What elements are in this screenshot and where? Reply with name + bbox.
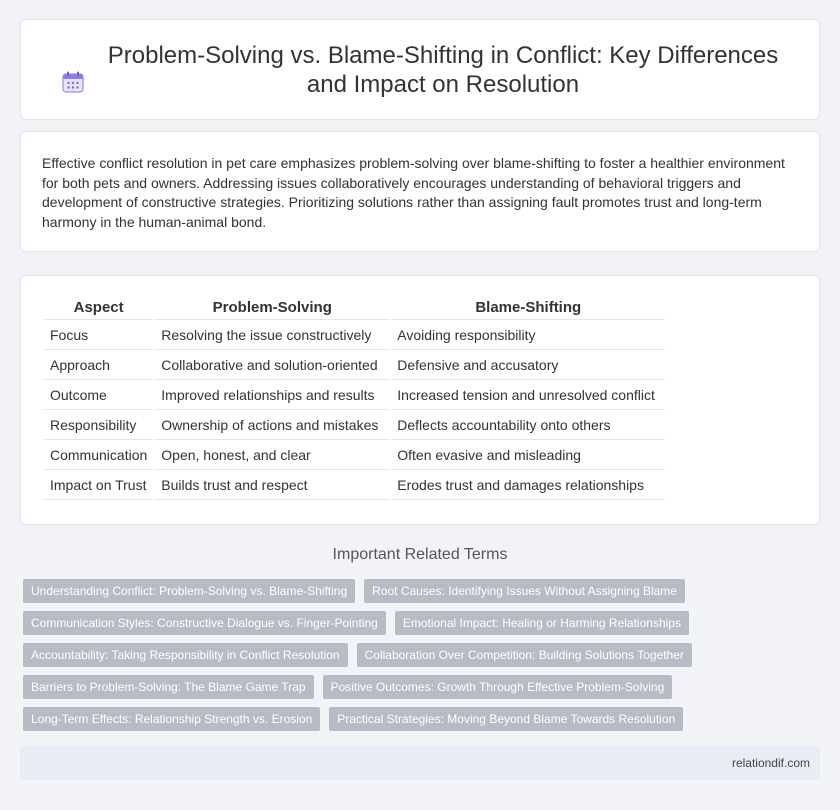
column-header-problem-solving: Problem-Solving [155, 292, 389, 320]
related-term-tag[interactable]: Barriers to Problem-Solving: The Blame Game Trap [23, 675, 314, 699]
related-term-tag[interactable]: Collaboration Over Competition: Building Solutions Together [357, 643, 692, 667]
table-cell: Often evasive and misleading [391, 440, 665, 470]
related-term-tag[interactable]: Positive Outcomes: Growth Through Effective Problem-Solving [323, 675, 673, 699]
table-cell: Approach [44, 350, 153, 380]
related-term-tag[interactable]: Practical Strategies: Moving Beyond Blame Towards Resolution [329, 707, 683, 731]
related-terms-title: Important Related Terms [332, 546, 508, 563]
table-row [44, 320, 665, 350]
table-row [44, 350, 665, 380]
table-cell: Open, honest, and clear [155, 440, 389, 470]
table-cell: Builds trust and respect [155, 470, 389, 500]
column-header-blame-shifting: Blame-Shifting [391, 292, 665, 320]
table-row [44, 470, 665, 500]
comparison-table [42, 292, 667, 500]
table-cell: Outcome [44, 380, 153, 410]
table-cell: Erodes trust and damages relationships [391, 470, 665, 500]
table-header-row [44, 292, 665, 320]
related-term-tag[interactable]: Accountability: Taking Responsibility in Conflict Resolution [23, 643, 348, 667]
related-term-tag[interactable]: Understanding Conflict: Problem-Solving vs. Blame-Shifting [23, 579, 355, 603]
related-term-tag[interactable]: Emotional Impact: Healing or Harming Relationships [395, 611, 689, 635]
header-card [20, 19, 820, 120]
intro-card [20, 131, 820, 252]
page-title: Problem-Solving vs. Blame-Shifting in Conflict: Key Differences and Impact on Resolution [107, 41, 779, 98]
table-cell: Focus [44, 320, 153, 350]
table-cell: Communication [44, 440, 153, 470]
calendar-icon [60, 69, 86, 95]
comparison-table-card [20, 275, 820, 525]
table-cell: Improved relationships and results [155, 380, 389, 410]
table-row [44, 410, 665, 440]
table-row [44, 380, 665, 410]
related-term-tag[interactable]: Root Causes: Identifying Issues Without Assigning Blame [364, 579, 685, 603]
footer-site-link[interactable]: relationdif.com [731, 756, 810, 770]
table-row [44, 440, 665, 470]
intro-paragraph: Effective conflict resolution in pet care emphasizes problem-solving over blame-shifting to foster a healthier environment for both pets and owners. Addressing issues collaboratively encourages understanding of behavioral triggers and development of constructive strategies. Prioritizing solutions rather than assigning fault promotes trust and long-term harmony in the human-animal bond. [42, 155, 785, 230]
related-terms-list [23, 579, 803, 739]
table-cell: Avoiding responsibility [391, 320, 665, 350]
table-cell: Deflects accountability onto others [391, 410, 665, 440]
table-cell: Ownership of actions and mistakes [155, 410, 389, 440]
table-cell: Collaborative and solution-oriented [155, 350, 389, 380]
footer [20, 746, 820, 780]
related-term-tag[interactable]: Long-Term Effects: Relationship Strength vs. Erosion [23, 707, 320, 731]
table-cell: Increased tension and unresolved conflict [391, 380, 665, 410]
table-cell: Responsibility [44, 410, 153, 440]
related-term-tag[interactable]: Communication Styles: Constructive Dialogue vs. Finger-Pointing [23, 611, 386, 635]
column-header-aspect: Aspect [44, 292, 153, 320]
table-cell: Resolving the issue constructively [155, 320, 389, 350]
table-cell: Defensive and accusatory [391, 350, 665, 380]
table-cell: Impact on Trust [44, 470, 153, 500]
